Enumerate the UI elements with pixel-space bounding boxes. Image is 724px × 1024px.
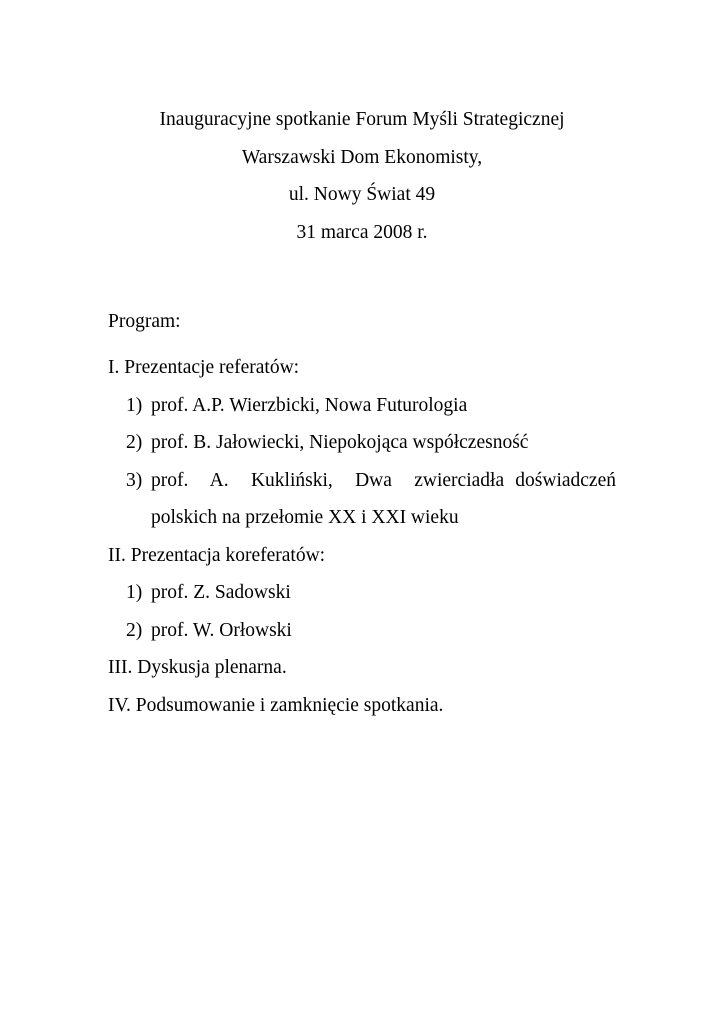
item-number: 1)	[126, 394, 143, 416]
item-text: prof. B. Jałowiecki, Niepokojąca współczesność	[151, 432, 529, 453]
section-title-discussion: III. Dyskusja plenarna.	[108, 657, 287, 678]
section-title-corefs: II. Prezentacja koreferatów:	[108, 544, 326, 566]
list-item	[108, 462, 628, 537]
item-number: 2)	[126, 432, 143, 453]
item-text: prof. A.P. Wierzbicki, Nowa Futurologia	[151, 394, 468, 416]
event-date: 31 marca 2008 r.	[296, 221, 428, 243]
program-list	[108, 349, 628, 724]
item-text: prof. W. Orłowski	[151, 619, 292, 641]
venue-address: ul. Nowy Świat 49	[288, 184, 436, 205]
list-item	[108, 574, 628, 612]
item-text-line-2: polskich na przełomie XX i XXI wieku	[151, 507, 459, 528]
item-number: 3)	[126, 469, 143, 491]
event-title: Inauguracyjne spotkanie Forum Myśli Strategicznej	[159, 109, 565, 130]
document-header	[0, 101, 724, 251]
item-text-line-1: prof. A. Kukliński, Dwa zwierciadła doświadczeń	[151, 469, 616, 491]
venue-name: Warszawski Dom Ekonomisty,	[241, 146, 483, 168]
list-item	[108, 387, 628, 425]
list-item	[108, 424, 628, 462]
section-title-summary: IV. Podsumowanie i zamknięcie spotkania.	[108, 694, 444, 716]
item-number: 2)	[126, 619, 143, 641]
item-number: 1)	[126, 582, 143, 603]
item-text: prof. Z. Sadowski	[151, 582, 291, 603]
section-title-presentations: I. Prezentacje referatów:	[108, 357, 300, 378]
program-label: Program:	[108, 311, 181, 332]
list-item	[108, 612, 628, 650]
